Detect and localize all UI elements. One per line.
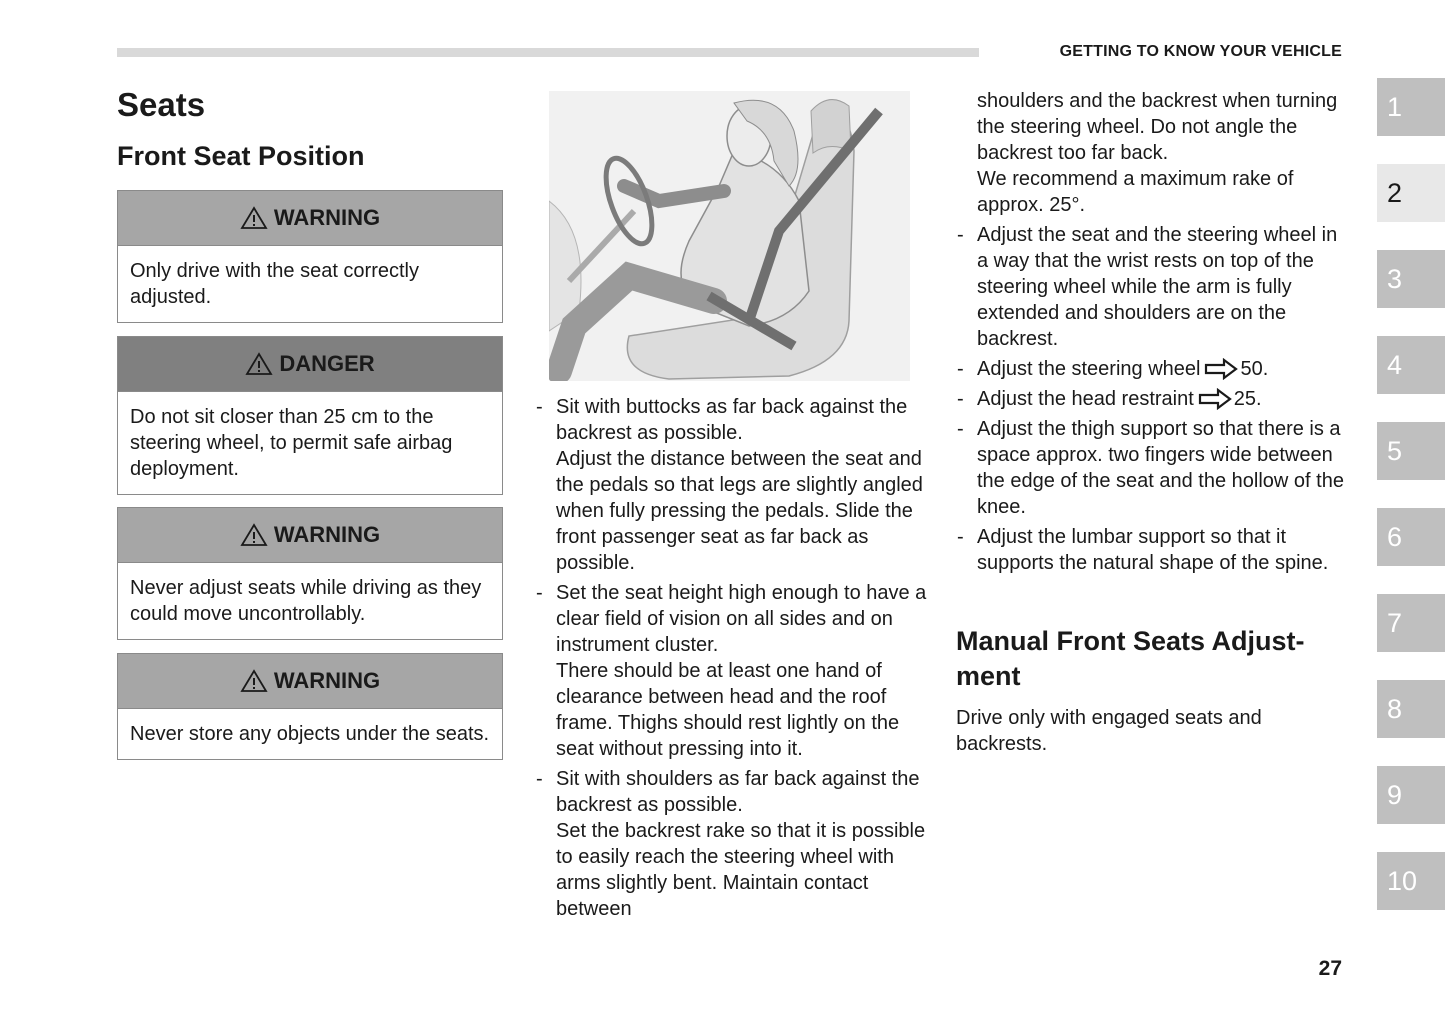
subsection-title: Front Seat Position bbox=[117, 141, 365, 171]
danger-label: DANGER bbox=[279, 351, 375, 376]
list-item-text: - Sit with buttocks as far back against the backrest as possible. bbox=[556, 396, 908, 444]
chapter-tab-4[interactable]: 4 bbox=[1377, 336, 1445, 394]
warning-label: WARNING bbox=[273, 205, 381, 230]
list-item bbox=[535, 580, 927, 762]
warning-box-1 bbox=[117, 190, 503, 323]
warning-triangle-icon bbox=[240, 206, 268, 230]
warning-triangle-icon bbox=[240, 669, 268, 693]
warning-text: Never store any objects under the seats. bbox=[130, 723, 490, 745]
chapter-tab-6[interactable]: 6 bbox=[1377, 508, 1445, 566]
chapter-tab-9[interactable]: 9 bbox=[1377, 766, 1445, 824]
chapter-tab-8[interactable]: 8 bbox=[1377, 680, 1445, 738]
warning-label: WARNING bbox=[273, 668, 381, 693]
middle-instruction-list bbox=[535, 394, 927, 926]
warning-triangle-icon bbox=[245, 352, 273, 376]
warning-header bbox=[118, 191, 502, 246]
header-rule bbox=[117, 48, 979, 57]
section-title: Seats bbox=[117, 86, 206, 123]
list-item bbox=[956, 356, 1348, 382]
list-item-text: There should be at least one hand of clearance between head and the roof frame. Thighs should rest lightly on the seat without pressing into it. bbox=[556, 660, 900, 760]
list-item-text: Adjust the lumbar support so that it supports the natural shape of the spine. bbox=[977, 526, 1329, 574]
list-item bbox=[535, 394, 927, 576]
chapter-tab-1[interactable]: 1 bbox=[1377, 78, 1445, 136]
chapter-tab-10[interactable]: 10 bbox=[1377, 852, 1445, 910]
list-item-text: - Set the seat height high enough to have a clear field of vision on all sides and on instrument cluster. bbox=[556, 582, 927, 656]
danger-box bbox=[117, 336, 503, 495]
running-header: GETTING TO KNOW YOUR VEHICLE bbox=[1059, 43, 1342, 60]
danger-header bbox=[118, 337, 502, 392]
list-item-text: Adjust the head restraint bbox=[977, 388, 1194, 410]
list-item-text: Adjust the thigh support so that there is a space approx. two fingers wide between the edge of the seat and the hollow of the knee. bbox=[977, 418, 1344, 518]
warning-label: WARNING bbox=[273, 522, 381, 547]
list-item-text: Adjust the distance between the seat and the pedals so that legs are slightly angled when fully pressing the pedals. Slide the front passenger seat as far back as possible. bbox=[556, 448, 923, 574]
chapter-tab-5[interactable]: 5 bbox=[1377, 422, 1445, 480]
list-item bbox=[956, 524, 1348, 576]
chapter-tab-2[interactable]: 2 bbox=[1377, 164, 1445, 222]
warning-text: Only drive with the seat correctly adjusted. bbox=[130, 260, 419, 308]
danger-text: Do not sit closer than 25 cm to the steering wheel, to permit safe airbag deployment. bbox=[130, 406, 453, 480]
warning-triangle-icon bbox=[240, 523, 268, 547]
paragraph: shoulders and the backrest when turning the steering wheel. Do not angle the backrest too far back. bbox=[977, 90, 1338, 164]
list-item bbox=[956, 386, 1348, 412]
page-number: 27 bbox=[1318, 957, 1342, 980]
seated-driver-illustration bbox=[549, 91, 910, 381]
cross-reference-arrow-icon bbox=[1198, 388, 1232, 410]
right-instruction-list bbox=[956, 222, 1348, 580]
page-reference-link[interactable]: 25. bbox=[1233, 388, 1262, 410]
list-item-text: Set the backrest rake so that it is possible to easily reach the steering wheel with arms slightly bent. Maintain contact between bbox=[556, 820, 926, 920]
chapter-tab-3[interactable]: 3 bbox=[1377, 250, 1445, 308]
page-reference-link[interactable]: 50. bbox=[1240, 358, 1269, 380]
cross-reference-arrow-icon bbox=[1204, 358, 1238, 380]
paragraph: Drive only with engaged seats and backrests. bbox=[956, 707, 1262, 755]
list-item bbox=[956, 222, 1348, 352]
warning-header bbox=[118, 508, 502, 563]
paragraph: We recommend a maximum rake of approx. 25°. bbox=[977, 168, 1294, 216]
warning-header bbox=[118, 654, 502, 709]
manual-seats-heading: Manual Front Seats Adjust-ment bbox=[956, 626, 1305, 691]
warning-box-3 bbox=[117, 653, 503, 760]
warning-text: Never adjust seats while driving as they could move uncontrollably. bbox=[130, 577, 482, 625]
list-item-text: - Sit with shoulders as far back against the backrest as possible. bbox=[556, 768, 920, 816]
continuation-text bbox=[977, 88, 1349, 218]
chapter-tab-7[interactable]: 7 bbox=[1377, 594, 1445, 652]
warning-box-2 bbox=[117, 507, 503, 640]
list-item bbox=[535, 766, 927, 922]
list-item-text: Adjust the seat and the steering wheel in a way that the wrist rests on top of the steering wheel while the arm is fully extended and shoulders are on the backrest. bbox=[977, 224, 1338, 350]
list-item-text: Adjust the steering wheel bbox=[977, 358, 1201, 380]
list-item bbox=[956, 416, 1348, 520]
